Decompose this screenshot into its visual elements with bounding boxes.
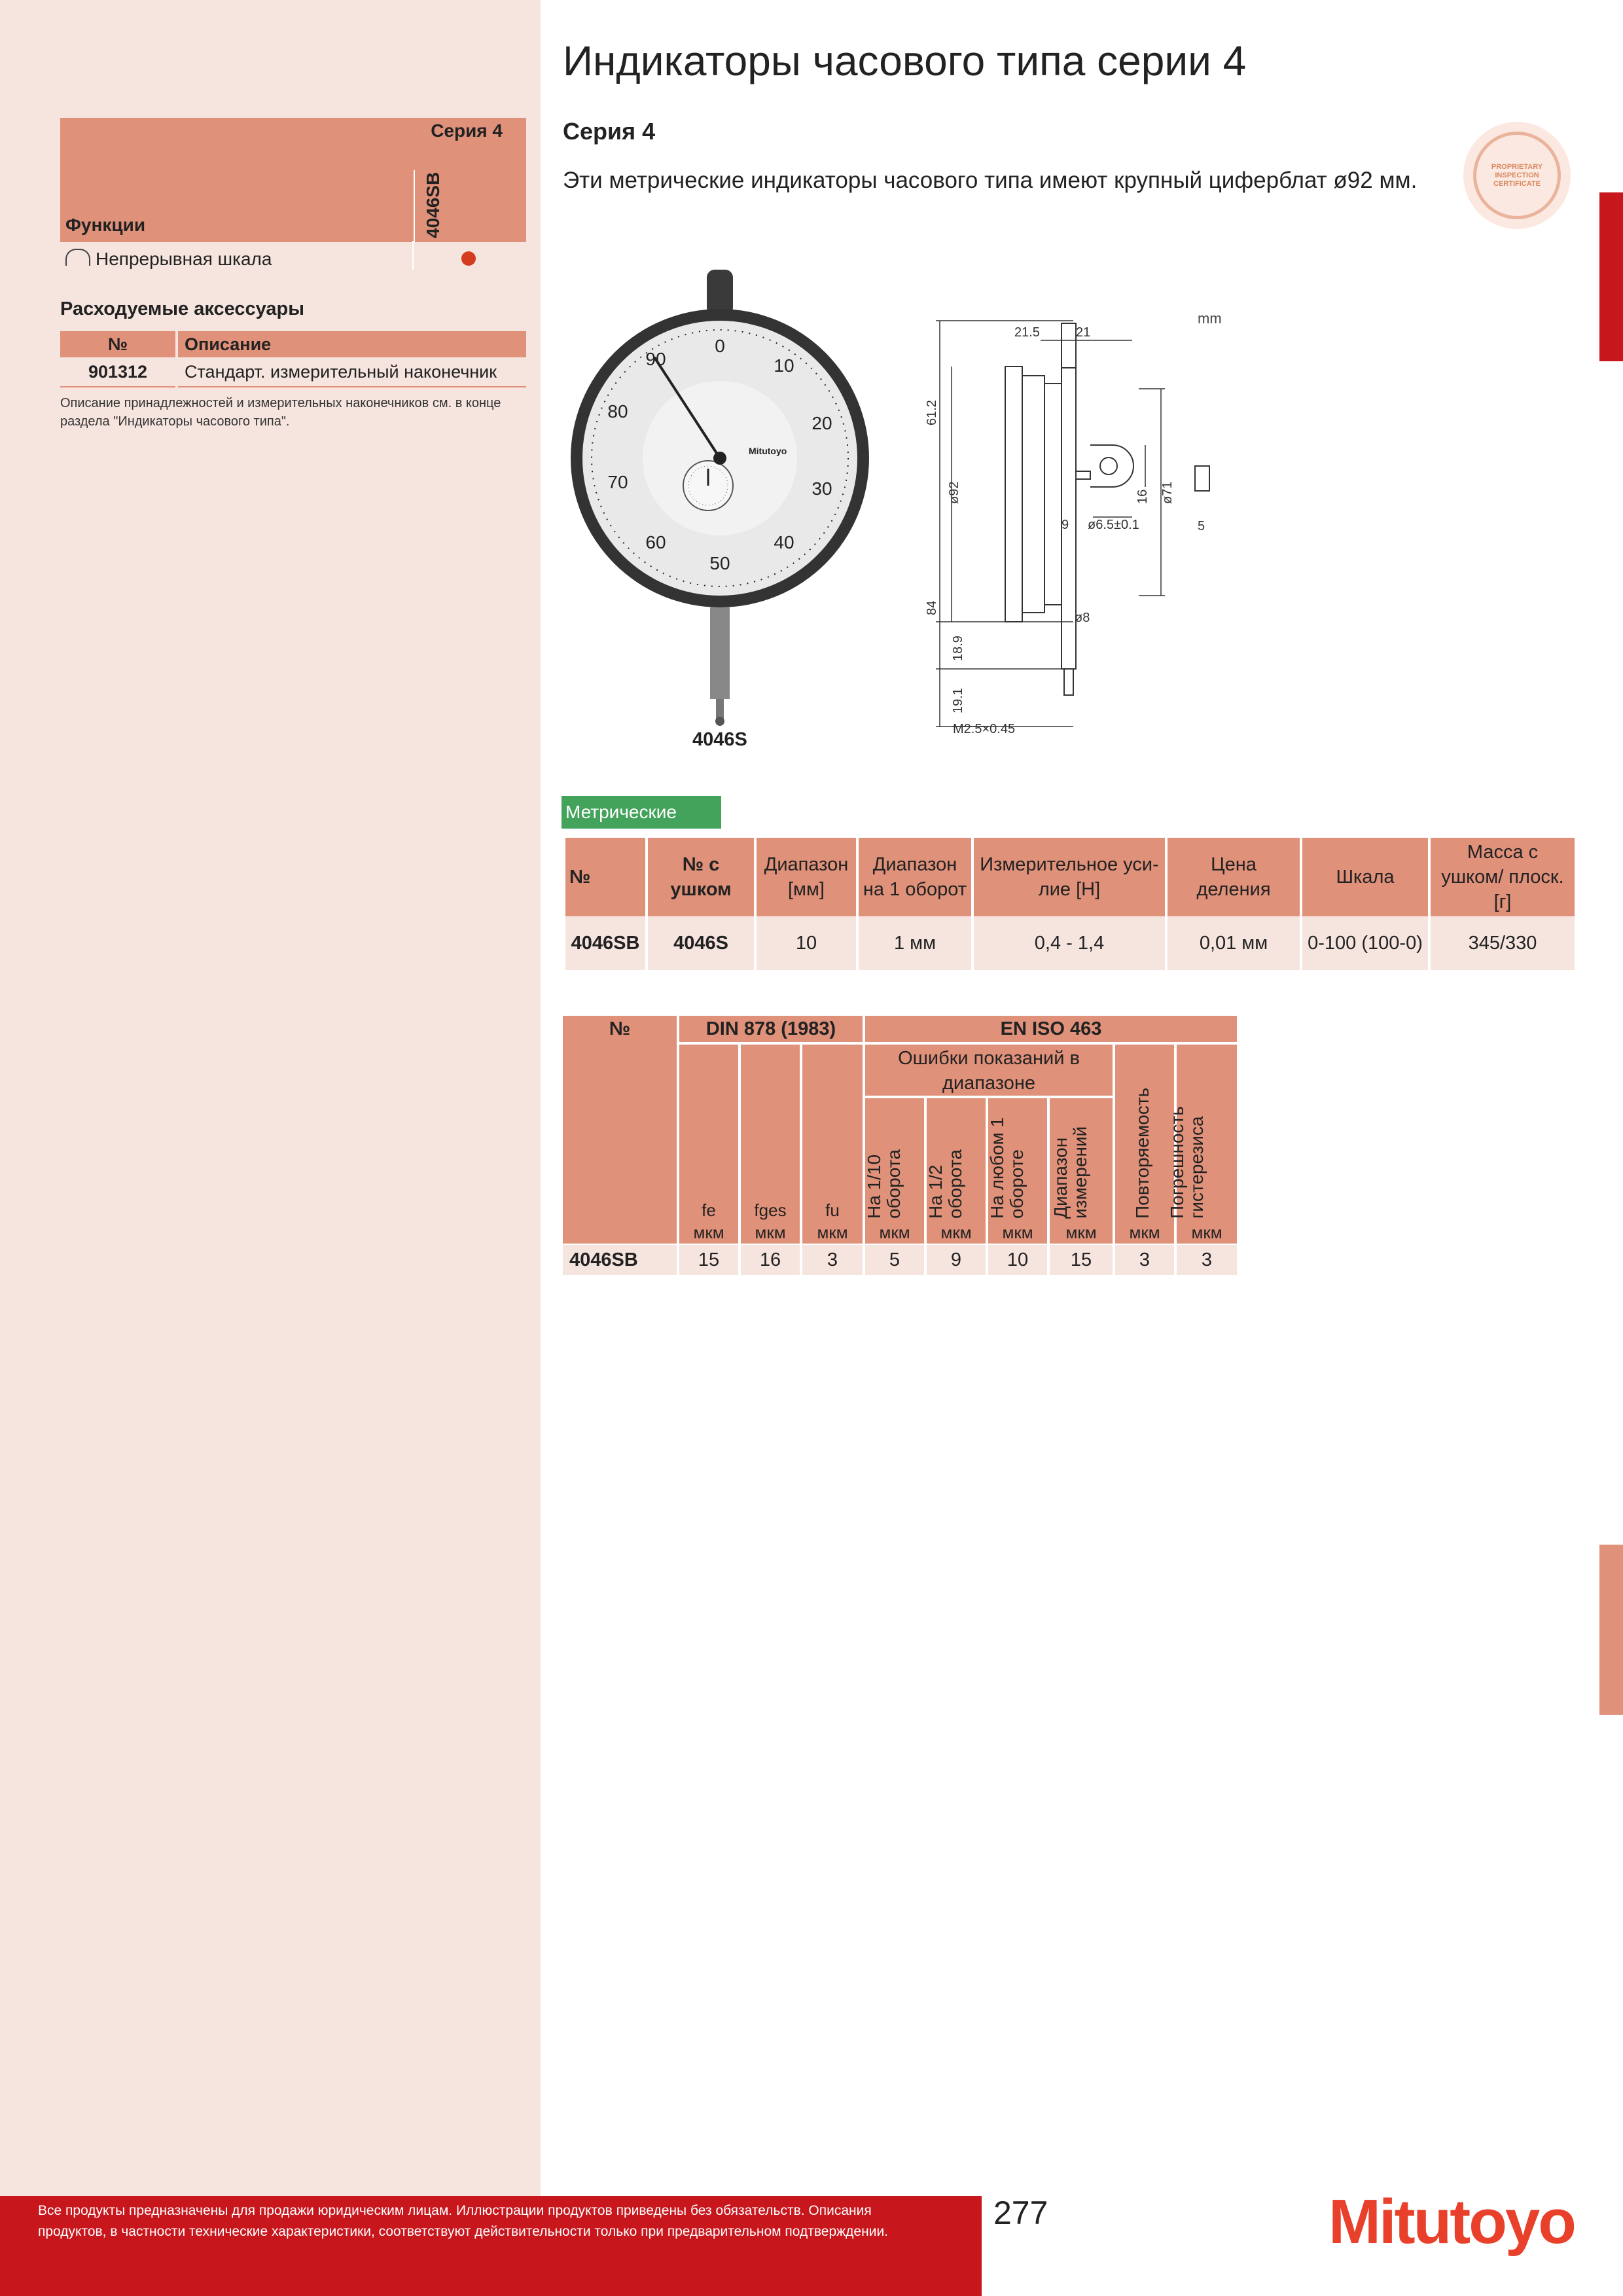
iso-col-range — [1050, 1098, 1113, 1244]
dim-dia-6-5: ø6.5±0.1 — [1088, 518, 1139, 532]
model-column-header — [414, 170, 461, 242]
spec-header-scale: Шкала — [1302, 838, 1428, 916]
certificate-seal-ring — [1473, 132, 1561, 219]
dial-brand: Mitutoyo — [749, 446, 787, 456]
function-row — [60, 243, 526, 274]
unit-label: мкм — [879, 1223, 910, 1242]
unit-label: мкм — [755, 1223, 786, 1242]
function-item-label: Непрерывная шкала — [96, 249, 272, 269]
dim-19-1: 19.1 — [951, 688, 965, 713]
accessories-header-no: № — [60, 331, 177, 357]
dim-21: 21 — [1076, 325, 1091, 340]
accuracy-value: 9 — [927, 1245, 986, 1275]
model-label: 4046SB — [423, 171, 443, 238]
dial-number-50: 50 — [709, 553, 730, 573]
photo-caption: 4046S — [692, 729, 747, 750]
dial-number-80: 80 — [607, 401, 628, 422]
spec-range: 10 — [757, 916, 856, 970]
din-header: DIN 878 (1983) — [679, 1016, 863, 1042]
dim-21-5: 21.5 — [1014, 325, 1040, 340]
dial-number-20: 20 — [812, 413, 832, 433]
dial-number-90: 90 — [645, 349, 666, 369]
accessories-title: Расходуемые аксессуары — [60, 298, 304, 319]
dial-number-30: 30 — [812, 478, 832, 499]
page-title: Индикаторы часового типа серии 4 — [563, 37, 1247, 84]
dim-61-2: 61.2 — [925, 400, 939, 425]
spec-header-graduation: Цена деления — [1168, 838, 1300, 916]
functions-table — [60, 118, 526, 242]
continuous-scale-icon — [65, 249, 90, 266]
accuracy-value: 15 — [679, 1245, 738, 1275]
functions-header — [60, 118, 526, 242]
iso-header: EN ISO 463 — [865, 1016, 1237, 1042]
spec-force: 0,4 - 1,4 — [974, 916, 1165, 970]
accuracy-value: 5 — [865, 1245, 924, 1275]
dim-9: 9 — [1061, 518, 1069, 532]
spec-graduation: 0,01 мм — [1168, 916, 1300, 970]
iso-col-range-label: Диапазон измерений — [1050, 1126, 1090, 1219]
spec-header-force: Измерительное уси-лие [Н] — [974, 838, 1165, 916]
spec-model: 4046SB — [565, 916, 645, 970]
repeatability-label: Повторяемость — [1132, 1087, 1152, 1219]
metric-tag: Метрические — [562, 796, 721, 829]
accuracy-value: 16 — [741, 1245, 800, 1275]
accessories-note: Описание принадлежностей и измерительных наконечников см. в конце раздела "Индикаторы часового типа". — [60, 396, 501, 429]
din-col-fe — [679, 1045, 738, 1244]
dim-18-9: 18.9 — [951, 636, 965, 661]
spec-range-rev: 1 мм — [859, 916, 971, 970]
spec-header-no: № — [565, 838, 645, 916]
accuracy-value: 3 — [1115, 1245, 1174, 1275]
spec-header-mass: Масса с ушком/ плоск. [г] — [1431, 838, 1575, 916]
dim-dia-71: ø71 — [1160, 481, 1175, 504]
table-row — [565, 916, 1575, 970]
accessory-description: Стандарт. измерительный наконечник — [177, 357, 526, 387]
accessories-header-desc: Описание — [177, 331, 526, 357]
accuracy-value: 3 — [802, 1245, 863, 1275]
table-row — [60, 357, 526, 387]
unit-label: мкм — [817, 1223, 848, 1242]
unit-label: мкм — [1065, 1223, 1097, 1242]
iso-col-half — [927, 1098, 986, 1244]
din-col-fges-label: fges — [754, 1200, 787, 1220]
section-tab-marker — [1599, 192, 1623, 361]
unit-label: мкм — [1002, 1223, 1033, 1242]
accuracy-value: 3 — [1177, 1245, 1237, 1275]
iso-col-tenth-label: На 1/10 оборота — [864, 1149, 904, 1219]
unit-label: мкм — [693, 1223, 724, 1242]
accuracy-header-no: № — [563, 1016, 677, 1244]
unit-label: мкм — [1191, 1223, 1222, 1242]
dial-number-70: 70 — [607, 472, 628, 492]
accessories-table — [60, 331, 526, 387]
repeatability-col — [1115, 1045, 1174, 1244]
din-col-fe-label: fe — [702, 1200, 716, 1220]
accessory-number: 901312 — [60, 357, 177, 387]
dim-dia-8: ø8 — [1075, 611, 1090, 625]
dial-number-0: 0 — [715, 336, 725, 356]
description: Эти метрические индикаторы часового типа имеют крупный циферблат ø92 мм. — [563, 168, 1418, 193]
dial-number-10: 10 — [774, 355, 794, 376]
spec-mass: 345/330 — [1431, 916, 1575, 970]
accuracy-row-model: 4046SB — [563, 1245, 677, 1275]
brand-logo: Mitutoyo — [1329, 2187, 1575, 2257]
dimension-drawing — [916, 308, 1257, 746]
iso-col-tenth — [865, 1098, 924, 1244]
cert-line-3: CERTIFICATE — [1493, 179, 1541, 188]
dim-5: 5 — [1198, 519, 1205, 533]
din-col-fges — [741, 1045, 800, 1244]
dim-84: 84 — [925, 600, 939, 615]
functions-label: Функции — [65, 215, 146, 235]
iso-col-half-label: На 1/2 оборота — [925, 1149, 965, 1219]
specifications-table — [563, 838, 1577, 970]
dial-number-40: 40 — [774, 532, 794, 552]
feature-dot-icon — [461, 251, 476, 266]
footer-disclaimer: Все продукты предназначены для продажи юридическим лицам. Иллюстрации продуктов приведены без обязательств. Описания продуктов, в частности технические характеристики, соответствуют действительности только при предварительном подтверждении. — [38, 2203, 889, 2239]
spec-header-lug: № с ушком — [648, 838, 754, 916]
iso-col-any — [988, 1098, 1047, 1244]
column-divider — [412, 241, 414, 270]
spec-header-range-rev: Диапазон на 1 оборот — [859, 838, 971, 916]
iso-subheader: Ошибки показаний в диапазоне — [865, 1045, 1113, 1096]
dim-dia-92: ø92 — [947, 481, 961, 504]
dim-thread: M2.5×0.45 — [953, 722, 1016, 736]
sidebar-panel — [0, 0, 541, 2196]
spec-lug-model: 4046S — [648, 916, 754, 970]
accuracy-table — [563, 1016, 1237, 1278]
spec-header-range: Диапазон [мм] — [757, 838, 856, 916]
unit-label: мкм — [940, 1223, 972, 1242]
accuracy-value: 15 — [1050, 1245, 1113, 1275]
spec-scale: 0-100 (100-0) — [1302, 916, 1428, 970]
iso-col-any-label: На любом 1 обороте — [987, 1117, 1027, 1219]
dial-number-60: 60 — [645, 532, 666, 552]
inspection-certificate-seal — [1463, 122, 1571, 229]
dial-indicator-photo — [563, 262, 877, 733]
unit-label: мкм — [1129, 1223, 1160, 1242]
din-col-fu-label: fu — [825, 1200, 840, 1220]
series-subtitle: Серия 4 — [563, 118, 656, 145]
page-number: 277 — [993, 2195, 1048, 2231]
section-tab-marker-lower — [1599, 1545, 1623, 1715]
cert-line-1: PROPRIETARY — [1491, 162, 1543, 171]
dim-16: 16 — [1135, 489, 1150, 504]
accuracy-value: 10 — [988, 1245, 1047, 1275]
hysteresis-col — [1167, 1045, 1237, 1244]
din-col-fu — [802, 1045, 863, 1244]
hysteresis-label: Погрешность гистерезиса — [1167, 1106, 1207, 1219]
units-label: mm — [1198, 310, 1222, 327]
cert-line-2: INSPECTION — [1495, 171, 1539, 179]
series-label: Серия 4 — [431, 120, 503, 141]
